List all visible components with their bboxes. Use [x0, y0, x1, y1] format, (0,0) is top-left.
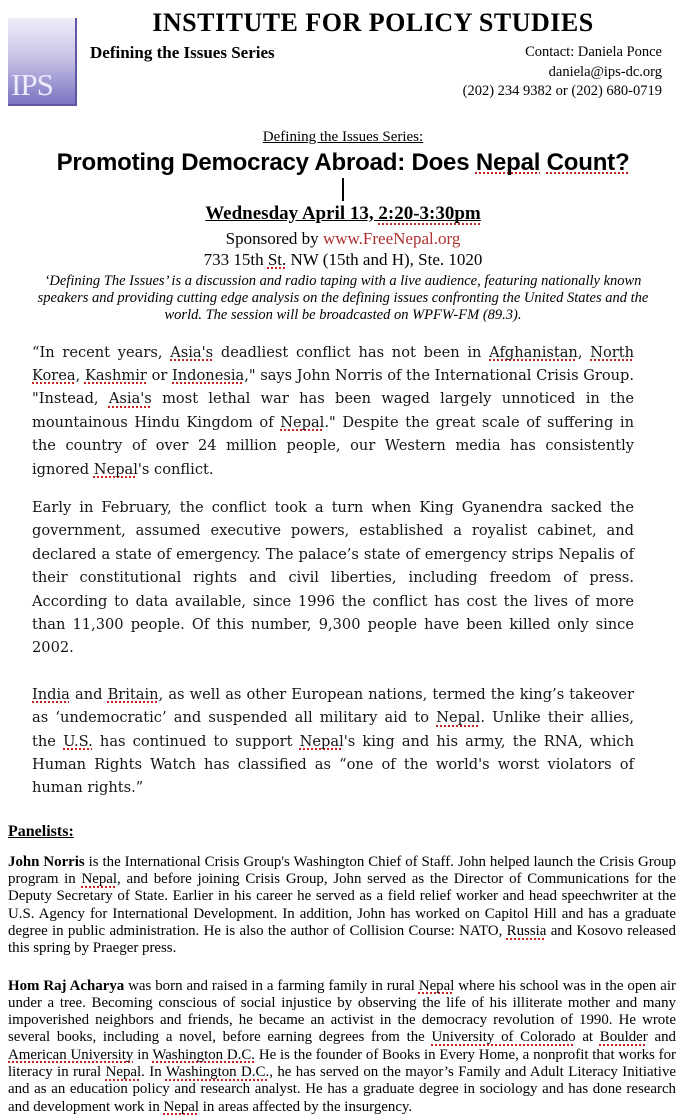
misspelled-word: St. [267, 249, 287, 269]
event-date [0, 203, 686, 225]
misspelled-word: Nepal [163, 1098, 200, 1115]
text-segment: , [577, 343, 591, 361]
text-segment: , [75, 366, 85, 384]
contact-phones: (202) 234 9382 or (202) 680-0719 [462, 83, 662, 99]
header-row [84, 43, 662, 102]
misspelled-word: Kashmir [84, 366, 147, 384]
text-segment: most lethal war has been waged largely unnoticed in the mountainous Hindu Kingdom of [32, 390, 634, 431]
misspelled-word: Boulder [599, 1029, 648, 1046]
text-segment: 's conflict. [137, 460, 214, 478]
misspelled-word: Nepal [436, 709, 481, 727]
misspelled-word: Russia [506, 923, 547, 939]
text-segment: . In [141, 1064, 166, 1081]
vertical-bar-divider [342, 178, 344, 201]
misspelled-word: 2:20-3:30pm [378, 202, 481, 224]
text-segment: Promoting Democracy Abroad: Does [56, 148, 476, 176]
misspelled-word: Asia's [170, 343, 214, 361]
text-segment: deadliest conflict has not been in [213, 343, 490, 361]
text-segment: , as well as other European nations, termed the king’s takeover as ‘undemocratic’ and suspended all military aid to [32, 685, 634, 727]
sponsored-line [0, 229, 686, 249]
hyperlink[interactable]: www.FreeNepal.org [322, 228, 461, 248]
event-block [0, 129, 686, 324]
misspelled-word: U.S. [63, 732, 93, 750]
contact-email: daniela@ips-dc.org [548, 63, 662, 80]
contact-block [463, 43, 662, 102]
text-segment: NW (15th and H), Ste. 1020 [286, 249, 483, 269]
misspelled-word: Nepal [418, 977, 455, 994]
misspelled-word: Nepal [81, 871, 118, 888]
misspelled-word: Nepal [93, 460, 138, 478]
misspelled-word: India [32, 685, 70, 703]
text-segment: Wednesday April 13, [205, 202, 379, 224]
text-segment: . Unlike their allies, the [32, 709, 634, 750]
text-segment: where his school was in the open air under a tree. Becoming conscious of social injustice by observing the life of his illiterate mother and many impoverished neighbors and friends, he became an activist in the democracy revolution of 1990. He wrote several books, including a novel, before earning degrees from the [8, 977, 676, 1046]
misspelled-word: Washington D.C. [165, 1064, 270, 1081]
text-segment: and [69, 685, 108, 703]
text-segment: in areas affected by the insurgency. [199, 1098, 413, 1115]
misspelled-word: Count? [546, 148, 630, 176]
address-line [0, 250, 686, 270]
text-segment: and [647, 1029, 676, 1046]
misspelled-word: Washington D.C. [152, 1046, 256, 1063]
panelist-bio-john-norris [8, 854, 676, 958]
misspelled-word: Nepal [299, 732, 344, 750]
misspelled-word: Asia's [108, 390, 152, 408]
panelist-bio-hom-raj-acharya [8, 978, 676, 1116]
intro-paragraph-1 [32, 341, 634, 481]
series-description: ‘Defining The Issues’ is a discussion and radio taping with a live audience, featuring nationally known speakers and providing cutting edge analysis on the defining issues confronting the United States and the world. The session will be broadcasted on WPFW-FM (89.3). [37, 272, 649, 323]
misspelled-word: North Korea [32, 343, 635, 384]
text-segment: Sponsored by [225, 228, 323, 248]
text-segment: , he has served on the mayor’s Family and Adult Literacy Initiative and as an education policy and research analyst. He has a graduate degree in sociology and has done research and development work in [8, 1064, 676, 1115]
misspelled-word: Britain [107, 685, 159, 703]
text-segment: is the International Crisis Group's Washington Chief of Staff. John helped launch the Crisis Group program in [8, 853, 676, 888]
header [84, 0, 686, 102]
text-segment: 733 15th [203, 249, 268, 269]
event-title [0, 149, 686, 177]
text-segment: ." Despite the great scale of suffering in the country of over 24 million people, our Western media has consistently ignored [32, 413, 634, 478]
contact-name: Contact: Daniela Ponce [525, 44, 662, 60]
misspelled-word: Nepal [280, 413, 325, 431]
text-segment: has continued to support [92, 732, 300, 750]
bold-name: Hom Raj Acharya [8, 977, 125, 994]
misspelled-word: Indonesia [172, 366, 245, 384]
intro-paragraph-2 [32, 496, 634, 660]
org-name: INSTITUTE FOR POLICY STUDIES [152, 8, 594, 37]
text-segment: “In recent years, [32, 343, 171, 361]
bold-name: John Norris [8, 853, 85, 870]
text-segment: Early in February, the conflict took a turn when King Gyanendra sacked the government, assumed executive powers, established a royalist cabinet, and declared a state of emergency. The palace’s state of emergency strips Nepalis of their constitutional rights and civil liberties, including freedom of press. According to data available, since 1996 the conflict has cost the lives of more than 11,300 people. Of this number, 9,300 people have been killed only since 2002. [32, 498, 634, 657]
panelists-heading: Panelists: [8, 822, 74, 840]
misspelled-word: American University [8, 1046, 134, 1063]
intro-paragraph-3 [32, 683, 634, 800]
misspelled-word: Afghanistan [489, 343, 578, 361]
text-segment: in [133, 1046, 153, 1063]
ips-logo [8, 18, 77, 106]
misspelled-word: University of Colorado [431, 1029, 576, 1046]
series-label: Defining the Issues Series [90, 43, 275, 62]
misspelled-word: Nepal [475, 148, 541, 176]
series-line: Defining the Issues Series: [262, 128, 424, 145]
ips-logo-text: IPS [11, 67, 53, 102]
text-segment: , and before joining Crisis Group, John served as the Director of Communications for the Deputy Secretary of State. Earlier in his career he served as a field relief worker and head speechwriter at the U.S. Agency for International Development. In addition, John has worked on Capitol Hill and has a graduate degree in public administration. He is also the author of Collision Course: NATO, [8, 871, 676, 939]
text-segment: He is the founder of Books in Every Home, a nonprofit that works for literacy in rural [8, 1046, 677, 1081]
text-segment: and Kosovo released this spring by Praeger press. [8, 923, 676, 957]
text-segment: ," says John Norris of the International Crisis Group. "Instead, [32, 366, 635, 408]
text-segment: at [575, 1029, 600, 1046]
text-segment: 's king and his army, the RNA, which Human Rights Watch has classified as “one of the world's worst violators of human rights.” [32, 732, 634, 797]
text-segment: was born and raised in a farming family in rural [124, 977, 419, 994]
misspelled-word: Nepal [105, 1064, 142, 1081]
text-segment: or [146, 366, 173, 384]
